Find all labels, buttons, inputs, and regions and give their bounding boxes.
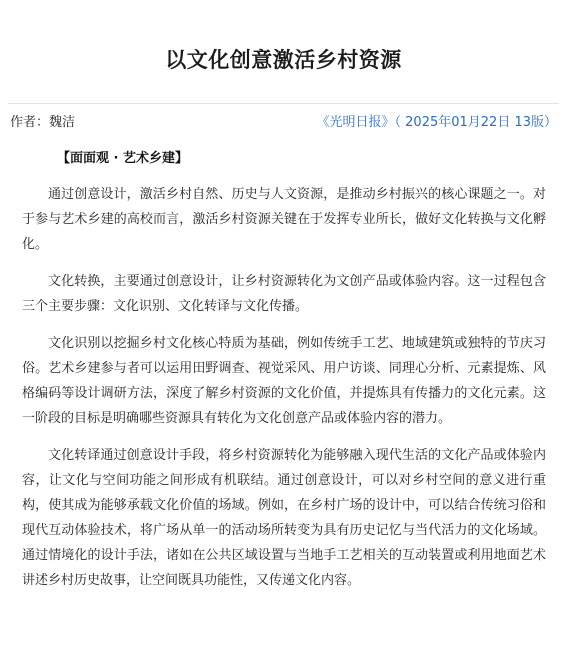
source-issue: （ 2025年01月22日 13版） bbox=[394, 115, 557, 130]
article-title: 以文化创意激活乡村资源 bbox=[165, 48, 402, 72]
paragraph: 文化转译通过创意设计手段，将乡村资源转化为能够融入现代生活的文化产品或体验内容，让文化与空间功能之间形成有机联结。通过创意设计，可以对乡村空间的意义进行重构，使其成为能够承载文化价值的场域。例如，在乡村广场的设计中，可以结合传统习俗和现代互动体验技术，将广场从单一的活动场所转变为具有历史记忆与当代活力的文化场域。通过情境化的设计手法，诸如在公共区域设置与当地手工艺相关的互动装置或利用地面艺术讲述乡村历史故事，让空间既具功能性，又传递文化内容。 bbox=[22, 448, 546, 588]
article-meta bbox=[8, 112, 559, 134]
paragraph: 文化识别以挖掘乡村文化核心特质为基础，例如传统手工艺、地域建筑或独特的节庆习俗。艺术乡建参与者可以运用田野调查、视觉采风、用户访谈、同理心分析、元素提炼、风格编码等设计调研方法，深度了解乡村资源的文化价值，并提炼具有传播力的文化元素。这一阶段的目标是明确哪些资源具有转化为文化创意产品或体验内容的潜力。 bbox=[22, 336, 546, 426]
source-paper-link[interactable]: 《光明日报》 bbox=[316, 115, 395, 130]
paragraph: 通过创意设计，激活乡村自然、历史与人文资源，是推动乡村振兴的核心课题之一。对于参与艺术乡建的高校而言，激活乡村资源关键在于发挥专业所长，做好文化转换与文化孵化。 bbox=[22, 187, 546, 252]
section-heading: 【面面观 · 艺术乡建】 bbox=[57, 151, 188, 166]
title-divider bbox=[8, 103, 559, 104]
article-author: 作者：魏洁 bbox=[10, 115, 76, 130]
paragraph: 文化转换，主要通过创意设计，让乡村资源转化为文创产品或体验内容。这一过程包含三个主要步骤：文化识别、文化转译与文化传播。 bbox=[22, 274, 546, 314]
article-body bbox=[22, 182, 546, 605]
article-source[interactable] bbox=[317, 112, 558, 134]
